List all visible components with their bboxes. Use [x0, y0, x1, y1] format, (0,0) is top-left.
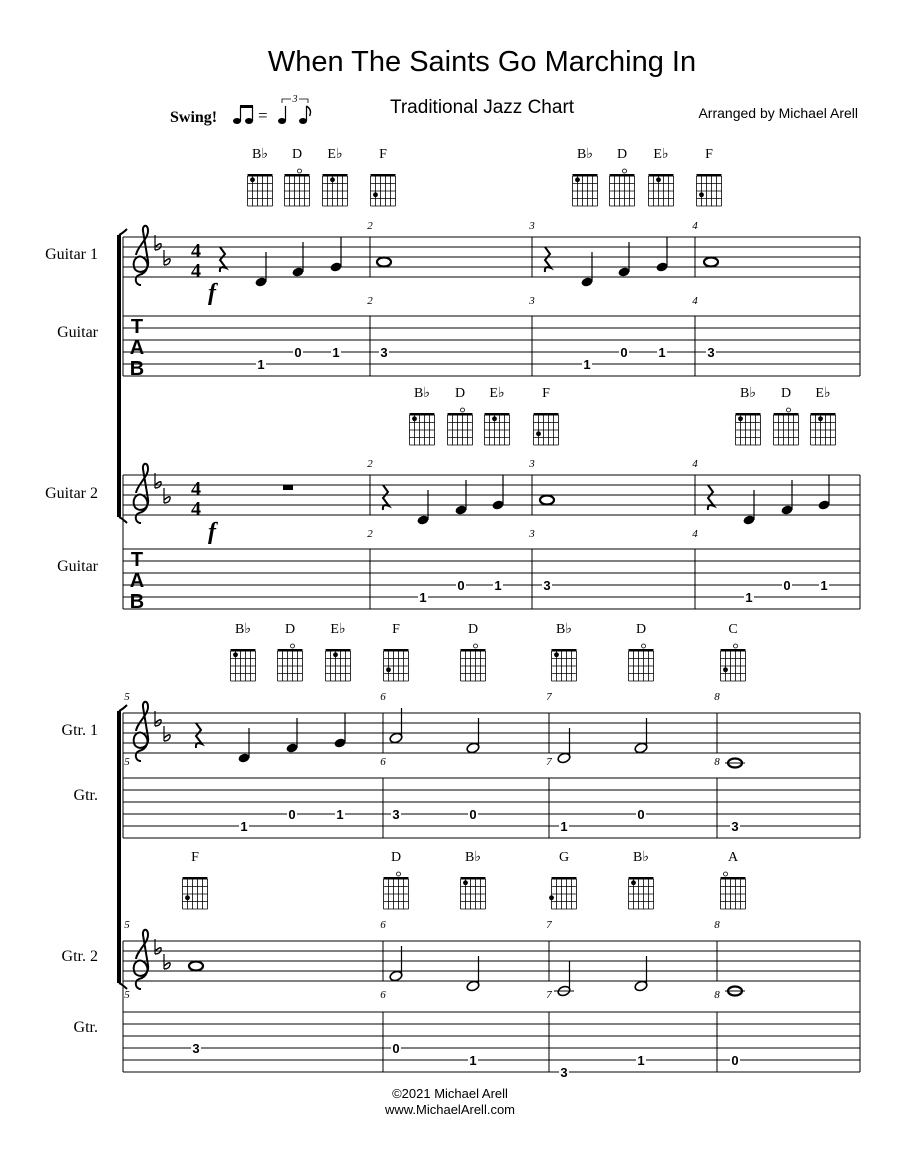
chord-diagrams — [183, 147, 836, 909]
treble-clef-icon — [134, 464, 149, 523]
tab-fret-number — [468, 1053, 478, 1068]
measure-number: 2 — [367, 220, 373, 232]
chord-diagram — [721, 850, 746, 909]
measure-number: 5 — [124, 756, 130, 768]
label-guitar-tab-2: Guitar — [57, 558, 98, 575]
fret-text: 1 — [637, 1053, 645, 1068]
quarter-note — [655, 237, 668, 273]
chord-name: D — [616, 147, 628, 162]
chord-diagram — [410, 386, 435, 445]
chord-diagram — [461, 850, 486, 909]
measure-number: 8 — [714, 756, 720, 768]
measure-number: 7 — [546, 919, 552, 931]
chord-diagram — [448, 386, 473, 445]
measure-number: 3 — [529, 220, 535, 232]
tab-fret-number — [730, 1053, 740, 1068]
chord-name: D — [291, 147, 303, 162]
chord-name: E♭ — [330, 622, 346, 637]
measure-number: 4 — [692, 220, 698, 232]
measure-number: 7 — [546, 756, 552, 768]
fret-text: 0 — [637, 807, 645, 822]
fret-text: 0 — [731, 1053, 739, 1068]
chord-diagram — [461, 622, 486, 681]
fret-text: 1 — [332, 345, 340, 360]
chord-dot — [631, 880, 636, 885]
whole-note — [377, 258, 391, 267]
chord-diagram — [552, 622, 577, 681]
chord-name: D — [780, 386, 792, 401]
quarter-note — [329, 237, 342, 273]
chord-name: F — [392, 622, 400, 637]
measure-number: 5 — [124, 919, 130, 931]
chord-name: E♭ — [327, 147, 343, 162]
quarter-rest-icon — [708, 485, 714, 510]
fret-text: 0 — [294, 345, 302, 360]
treble-clef-icon — [134, 702, 149, 761]
quarter-rest-icon — [220, 247, 226, 272]
chord-diagram — [231, 622, 256, 681]
quarter-rest-icon — [545, 247, 551, 272]
chord-dot — [549, 895, 554, 900]
chord-name: B♭ — [465, 850, 481, 865]
chord-name: F — [542, 386, 550, 401]
chord-name: B♭ — [252, 147, 268, 162]
tab-fret-number — [391, 1041, 401, 1056]
chord-name: C — [728, 622, 738, 637]
chord-diagram — [183, 850, 208, 909]
chord-name: D — [284, 622, 296, 637]
tab-fret-number — [636, 1053, 646, 1068]
chord-dot — [818, 416, 823, 421]
label-gtr-tab-2: Gtr. — [73, 1019, 98, 1036]
tab-fret-number — [582, 357, 592, 372]
tab-gtr-2 — [123, 1012, 860, 1072]
open-string — [724, 872, 728, 876]
arranger-credit: Arranged by Michael Arell — [698, 105, 858, 121]
dynamic-forte: f — [208, 280, 216, 306]
chord-dot — [373, 192, 378, 197]
half-note — [554, 961, 574, 997]
chord-name: F — [379, 147, 387, 162]
treble-clef-icon — [134, 226, 149, 285]
chord-dot — [386, 667, 391, 672]
tab-fret-number — [493, 578, 503, 593]
chord-dot — [185, 895, 190, 900]
fret-text: 3 — [192, 1041, 200, 1056]
chord-diagram — [534, 386, 559, 445]
measure-number: 6 — [380, 919, 386, 931]
measure-number: 3 — [529, 528, 535, 540]
chord-diagram — [736, 386, 761, 445]
tab-fret-number — [287, 807, 297, 822]
open-string — [787, 408, 791, 412]
chord-dot — [699, 192, 704, 197]
tab-fret-number — [191, 1041, 201, 1056]
chord-dot — [330, 177, 335, 182]
fret-text: 3 — [392, 807, 400, 822]
chord-name: D — [635, 622, 647, 637]
chord-diagram — [285, 147, 310, 206]
measure-number: 8 — [714, 691, 720, 703]
whole-note — [189, 962, 203, 971]
fret-text: 1 — [820, 578, 828, 593]
tab-fret-number — [456, 578, 466, 593]
time-signature-top: 4 — [191, 478, 201, 500]
tab-fret-number — [744, 590, 754, 605]
measure-number: 2 — [367, 295, 373, 307]
bracket-hook — [119, 705, 127, 711]
tab-fret-number — [468, 807, 478, 822]
chord-dot — [492, 416, 497, 421]
chord-name: B♭ — [633, 850, 649, 865]
chord-name: B♭ — [235, 622, 251, 637]
time-signature-bottom: 4 — [191, 498, 201, 520]
staff-gtr-1 — [123, 702, 860, 761]
tab-clef-a: A — [129, 570, 145, 592]
measure-number: 8 — [714, 989, 720, 1001]
chord-name: F — [191, 850, 199, 865]
chord-diagram — [323, 147, 348, 206]
fret-text: 3 — [731, 819, 739, 834]
tempo-equals: = — [258, 106, 268, 125]
measure-number: 4 — [692, 528, 698, 540]
measure-number: 5 — [124, 691, 130, 703]
measure-number: 2 — [367, 458, 373, 470]
chord-diagram — [629, 622, 654, 681]
song-title: When The Saints Go Marching In — [267, 46, 697, 78]
tab-fret-number — [379, 345, 389, 360]
fret-text: 1 — [336, 807, 344, 822]
label-guitar-1: Guitar 1 — [45, 246, 98, 263]
chord-diagram — [248, 147, 273, 206]
whole-note — [725, 759, 745, 768]
tab-clef-a: A — [129, 337, 145, 359]
chord-diagram — [371, 147, 396, 206]
quarter-rest-icon — [196, 723, 202, 748]
measure-number: 4 — [692, 295, 698, 307]
quarter-note — [817, 475, 830, 511]
copyright: ©2021 Michael Arell — [392, 1086, 508, 1101]
quarter-note — [333, 713, 346, 749]
open-string — [474, 644, 478, 648]
tab-fret-number — [239, 819, 249, 834]
chord-name: E♭ — [653, 147, 669, 162]
tab-fret-number — [730, 819, 740, 834]
chord-dot — [250, 177, 255, 182]
label-guitar-2: Guitar 2 — [45, 485, 98, 502]
measure-number: 6 — [380, 691, 386, 703]
label-gtr-tab-1: Gtr. — [73, 787, 98, 804]
tab-guitar-1 — [123, 316, 860, 380]
svg-text:3: 3 — [292, 94, 298, 105]
eighth-pair-icon — [233, 105, 253, 124]
tab-fret-number — [559, 1065, 569, 1080]
tab-fret-number — [418, 590, 428, 605]
flat-icon — [164, 259, 170, 265]
chord-name: B♭ — [740, 386, 756, 401]
flat-icon — [164, 735, 170, 741]
website: www.MichaelArell.com — [384, 1102, 516, 1117]
tab-clef-t: T — [130, 549, 144, 571]
tab-fret-number — [293, 345, 303, 360]
chord-diagram — [629, 850, 654, 909]
song-subtitle: Traditional Jazz Chart — [389, 97, 575, 118]
fret-text: 1 — [745, 590, 753, 605]
tab-fret-number — [657, 345, 667, 360]
chord-diagram — [384, 622, 409, 681]
tab-fret-number — [331, 345, 341, 360]
chord-dot — [738, 416, 743, 421]
fret-text: 1 — [658, 345, 666, 360]
fret-text: 3 — [707, 345, 715, 360]
tab-clef-b: B — [129, 591, 145, 613]
chord-diagram — [485, 386, 510, 445]
fret-text: 0 — [288, 807, 296, 822]
time-signature-top: 4 — [191, 240, 201, 262]
tab-fret-number — [559, 819, 569, 834]
measure-number: 6 — [380, 989, 386, 1001]
measure-number: 7 — [546, 691, 552, 703]
chord-diagram — [649, 147, 674, 206]
treble-clef-icon — [134, 930, 149, 989]
open-string — [291, 644, 295, 648]
open-string — [734, 644, 738, 648]
chord-dot — [575, 177, 580, 182]
label-gtr-2: Gtr. 2 — [61, 948, 98, 965]
tab-fret-number — [636, 807, 646, 822]
fret-text: 1 — [240, 819, 248, 834]
chord-dot — [554, 652, 559, 657]
bracket-hook — [119, 229, 127, 235]
whole-note — [725, 987, 745, 996]
fret-text: 1 — [257, 357, 265, 372]
label-guitar-tab-1: Guitar — [57, 324, 98, 341]
chord-name: E♭ — [815, 386, 831, 401]
flat-icon — [164, 497, 170, 503]
fret-text: 0 — [783, 578, 791, 593]
chord-dot — [412, 416, 417, 421]
chord-diagram — [774, 386, 799, 445]
fret-text: 3 — [380, 345, 388, 360]
chord-name: B♭ — [577, 147, 593, 162]
whole-note — [704, 258, 718, 267]
fret-text: 0 — [469, 807, 477, 822]
swing-text: Swing! — [170, 109, 218, 126]
label-gtr-1: Gtr. 1 — [61, 722, 98, 739]
tab-fret-number — [542, 578, 552, 593]
fret-text: 0 — [457, 578, 465, 593]
chord-name: D — [454, 386, 466, 401]
staves — [119, 220, 860, 1072]
chord-dot — [656, 177, 661, 182]
tab-fret-number — [706, 345, 716, 360]
fret-text: 0 — [392, 1041, 400, 1056]
flat-icon — [164, 963, 170, 969]
open-string — [623, 169, 627, 173]
fret-text: 3 — [560, 1065, 568, 1080]
chord-diagram — [811, 386, 836, 445]
fret-text: 0 — [620, 345, 628, 360]
chord-dot — [333, 652, 338, 657]
chord-diagram — [721, 622, 746, 681]
measure-number: 8 — [714, 919, 720, 931]
chord-dot — [723, 667, 728, 672]
measure-number: 3 — [529, 458, 535, 470]
tab-fret-number — [782, 578, 792, 593]
chord-diagram — [384, 850, 409, 909]
measure-number: 7 — [546, 989, 552, 1001]
fret-text: 1 — [419, 590, 427, 605]
chord-dot — [463, 880, 468, 885]
swing-marking — [170, 94, 311, 126]
measure-number: 6 — [380, 756, 386, 768]
staff-gtr-2 — [123, 930, 860, 989]
chord-diagram — [326, 622, 351, 681]
triplet-swing-icon — [278, 94, 311, 124]
fret-text: 1 — [494, 578, 502, 593]
fret-text: 3 — [543, 578, 551, 593]
open-string — [298, 169, 302, 173]
measure-number: 2 — [367, 528, 373, 540]
whole-rest-icon — [283, 485, 293, 490]
quarter-note — [491, 475, 504, 511]
chord-name: G — [558, 850, 570, 865]
chord-name: A — [727, 850, 739, 865]
quarter-rest-icon — [383, 485, 389, 510]
chord-name: B♭ — [414, 386, 430, 401]
fret-text: 1 — [560, 819, 568, 834]
measure-number: 4 — [692, 458, 698, 470]
staff-guitar-2 — [123, 464, 860, 523]
chord-diagram — [549, 850, 576, 909]
tab-fret-number — [819, 578, 829, 593]
chord-name: D — [467, 622, 479, 637]
tab-clef-b: B — [129, 358, 145, 380]
measure-number: 3 — [529, 295, 535, 307]
tab-fret-number — [391, 807, 401, 822]
chord-dot — [536, 431, 541, 436]
chord-diagram — [573, 147, 598, 206]
chord-name: E♭ — [489, 386, 505, 401]
open-string — [397, 872, 401, 876]
tab-gtr-1 — [123, 778, 860, 838]
whole-note — [540, 496, 554, 505]
tab-clef-t: T — [130, 316, 144, 338]
chord-name: D — [390, 850, 402, 865]
time-signature-bottom: 4 — [191, 260, 201, 282]
chord-diagram — [278, 622, 303, 681]
open-string — [642, 644, 646, 648]
tab-fret-number — [256, 357, 266, 372]
chord-name: F — [705, 147, 713, 162]
chord-diagram — [697, 147, 722, 206]
fret-text: 1 — [583, 357, 591, 372]
chord-dot — [233, 652, 238, 657]
staff-guitar-1 — [123, 226, 860, 285]
chord-name: B♭ — [556, 622, 572, 637]
tab-fret-number — [335, 807, 345, 822]
measure-number: 5 — [124, 989, 130, 1001]
tab-fret-number — [619, 345, 629, 360]
open-string — [461, 408, 465, 412]
dynamic-forte: f — [208, 519, 216, 545]
fret-text: 1 — [469, 1053, 477, 1068]
chord-diagram — [610, 147, 635, 206]
